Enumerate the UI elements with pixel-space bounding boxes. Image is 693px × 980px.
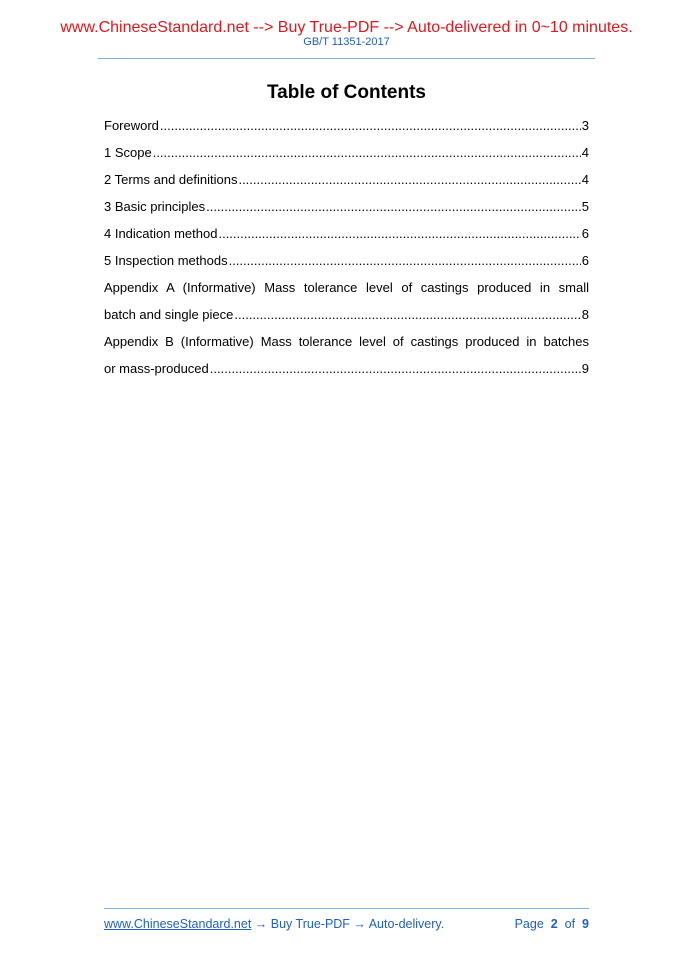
page-word: Page	[514, 917, 544, 931]
toc-entry-terms[interactable]	[104, 166, 589, 193]
toc-entry-inspection-methods[interactable]	[104, 247, 589, 274]
standard-code: GB/T 11351-2017	[303, 36, 390, 48]
page-footer	[104, 916, 589, 932]
toc-title: Table of Contents	[266, 82, 427, 103]
toc-entry-label-line1: Appendix A (Informative) Mass tolerance level of castings produced in small	[104, 280, 589, 295]
toc-entry-appendix-a[interactable]	[104, 274, 589, 328]
toc-entry-page: 9	[581, 361, 589, 376]
toc-entry-label: 3 Basic principles	[104, 199, 206, 214]
toc-entry-scope[interactable]	[104, 139, 589, 166]
footer-tagline: → Buy True-PDF → Auto-delivery.	[251, 917, 445, 931]
toc-entry-label-line2: or mass-produced	[104, 361, 209, 376]
toc-entry-page: 3	[581, 118, 589, 133]
page-of: of	[564, 917, 576, 931]
dot-leader	[218, 220, 580, 247]
toc-entry-page: 4	[581, 172, 589, 187]
toc-entry-line2	[104, 301, 589, 328]
dot-leader	[153, 139, 581, 166]
header-divider	[98, 58, 595, 59]
dot-leader	[234, 301, 580, 328]
footer-divider	[104, 908, 589, 909]
dot-leader	[206, 193, 581, 220]
page-total: 9	[582, 917, 589, 931]
toc-entry-label: 4 Indication method	[104, 226, 218, 241]
footer-site-link[interactable]: www.ChineseStandard.net	[104, 917, 252, 931]
toc-entry-page: 6	[581, 253, 589, 268]
toc-entry-page: 8	[581, 307, 589, 322]
footer-promo	[104, 916, 444, 932]
toc-entry-page: 6	[581, 226, 589, 241]
toc-entry-appendix-b[interactable]	[104, 328, 589, 382]
dot-leader	[238, 166, 580, 193]
toc-entry-label: 1 Scope	[104, 145, 152, 160]
toc-entry-label-line1: Appendix B (Informative) Mass tolerance level of castings produced in batches	[104, 334, 589, 349]
toc-entry-basic-principles[interactable]	[104, 193, 589, 220]
toc-entry-page: 4	[581, 145, 589, 160]
page-current: 2	[550, 917, 558, 931]
toc-entry-page: 5	[581, 199, 589, 214]
toc-entry-label-line2: batch and single piece	[104, 307, 234, 322]
toc-entry-line2	[104, 355, 589, 382]
toc-entry-foreword[interactable]	[104, 112, 589, 139]
dot-leader	[229, 247, 581, 274]
dot-leader	[160, 112, 581, 139]
page-number	[515, 916, 589, 932]
toc-entry-label: 2 Terms and definitions	[104, 172, 238, 187]
promo-banner[interactable]: www.ChineseStandard.net --> Buy True-PDF --> Auto-delivered in 0~10 minutes.	[60, 19, 633, 36]
toc-entry-indication-method[interactable]	[104, 220, 589, 247]
toc-entry-label: Foreword	[104, 118, 159, 133]
toc-entry-label: 5 Inspection methods	[104, 253, 228, 268]
table-of-contents	[104, 112, 589, 382]
dot-leader	[210, 355, 581, 382]
